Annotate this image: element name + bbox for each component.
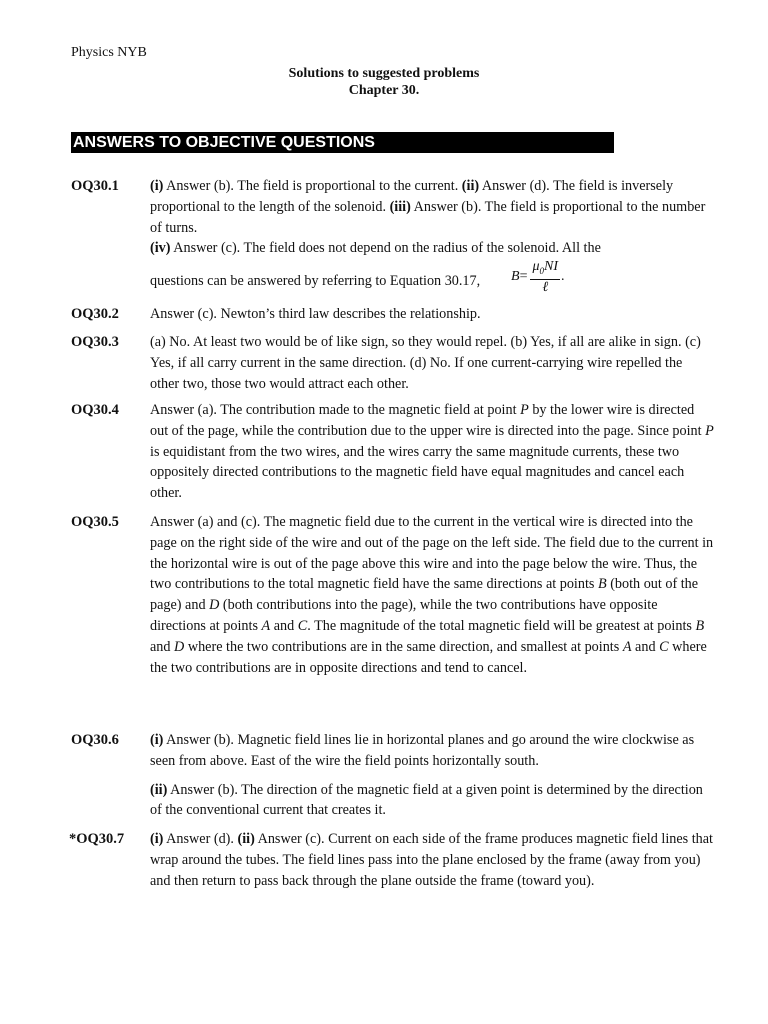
part-label: (ii) [461,178,480,194]
answer-part: Answer (b). Magnetic field lines lie in horizontal planes and go around the wire clockwise as seen from above. East of the wire the field points horizontally south. [150,732,695,769]
point-label: C [659,638,669,655]
chapter-title: Chapter 30. [348,83,420,98]
answer-part: Answer (d). [163,831,238,847]
answer-part: questions can be answered by referring to Equation 30.17, [150,273,481,290]
answer-part: Answer (b). The field is proportional to the current. [163,178,462,194]
section-heading: ANSWERS TO OBJECTIVE QUESTIONS [71,132,614,153]
question-id: OQ30.1 [71,178,119,194]
point-label: D [174,638,185,655]
formula-mu: μ [532,259,540,275]
formula-period: . [561,269,565,285]
point-label: C [297,617,308,634]
point-label: B [695,617,705,634]
part-label: (i) [150,178,164,194]
part-label: (ii) [237,831,255,847]
part-label: (i) [150,831,164,847]
answer-part: where the two contributions are in the same direction, and smallest at points [184,638,623,655]
answer-part: and [150,638,175,655]
answer-text: Answer (c). Newton’s third law describes the relationship. [150,306,481,322]
answer-part: (both contributions into the page), while the two contributions have opposite directions at points [150,597,658,634]
question-id: *OQ30.7 [69,831,125,847]
answer-part: Answer (b). The direction of the magnetic field at a given point is determined by the direction of the conventional current that creates it. [150,781,703,819]
answer-part: . The magnitude of the total magnetic field will be greatest at points [307,617,696,634]
answer-part: and [270,617,298,634]
part-label: (i) [150,732,164,748]
question-id: OQ30.3 [71,334,119,350]
part-label: (iii) [389,198,411,215]
question-id: OQ30.2 [71,306,119,322]
answer-part: by the lower wire is directed out of the page, while the contribution due to the upper wire is directed into the page. Since point [150,402,706,439]
answer-text: (a) No. At least two would be of like sign, so they would repel. (b) Yes, if all are alike in sign. (c) Yes, if all carry current in the same direction. (d) No. If one current-carrying wire repelled the other two, those two would attract each other. [150,334,701,392]
point-label: P [520,402,529,418]
answer-text [150,829,715,891]
answer-text [150,176,715,293]
answer-part: (both out of the page) and [150,576,699,614]
point-label: P [705,422,714,439]
part-label: (iv) [150,240,171,257]
answer-text [150,400,715,504]
answer-part: is equidistant from the two wires, and the wires carry the same magnitude currents, these two oppositely directed contributions to the magnetic field have equal magnitudes and cancel each other. [150,443,685,502]
answer-part: Answer (d). The field is inversely proportional to the length of the solenoid. [150,178,674,215]
answer-text [150,730,715,821]
solenoid-field-formula [511,259,565,296]
answer-part: Answer (a) and (c). The magnetic field due to the current in the vertical wire is directed into the page on the right side of the wire and out of the page on the left side. The field due to the current in the horizontal wire is out of the page above this wire and into the page below the wire. Thus, the two contributions to the total magnetic field have the same directions at points [150,514,714,593]
formula-ni: NI [544,259,558,275]
question-id: OQ30.5 [71,514,119,530]
point-label: A [261,617,271,634]
answer-part: Answer (b). The field is proportional to the number of turns. [150,198,706,236]
question-id: OQ30.6 [71,732,119,748]
answer-text [150,512,715,678]
part-label: (ii) [150,781,168,798]
answer-part: where the two contributions are in opposite directions and tend to cancel. [150,638,707,676]
answer-part: Answer (c). Current on each side of the frame produces magnetic field lines that wrap around the tubes. The field lines pass into the plane enclosed by the frame (away from you) and then return to pass back through the plane outside the frame (toward you). [150,831,713,889]
answer-part: and [631,638,660,655]
formula-line [150,259,715,293]
point-label: A [622,638,632,655]
course-name: Physics NYB [71,45,147,60]
point-label: B [597,576,607,593]
formula-lhs: B [511,269,520,285]
formula-equals: = [519,269,528,285]
question-id: OQ30.4 [71,402,119,418]
answer-part: Answer (a). The contribution made to the magnetic field at point [150,402,521,418]
point-label: D [209,597,220,614]
formula-numerator [530,259,560,280]
answer-part: Answer (c). The field does not depend on the radius of the solenoid. All the [170,240,601,257]
formula-fraction [530,259,560,296]
formula-subscript: 0 [539,265,544,276]
document-title: Solutions to suggested problems [288,66,480,81]
formula-denominator: ℓ [542,279,549,295]
